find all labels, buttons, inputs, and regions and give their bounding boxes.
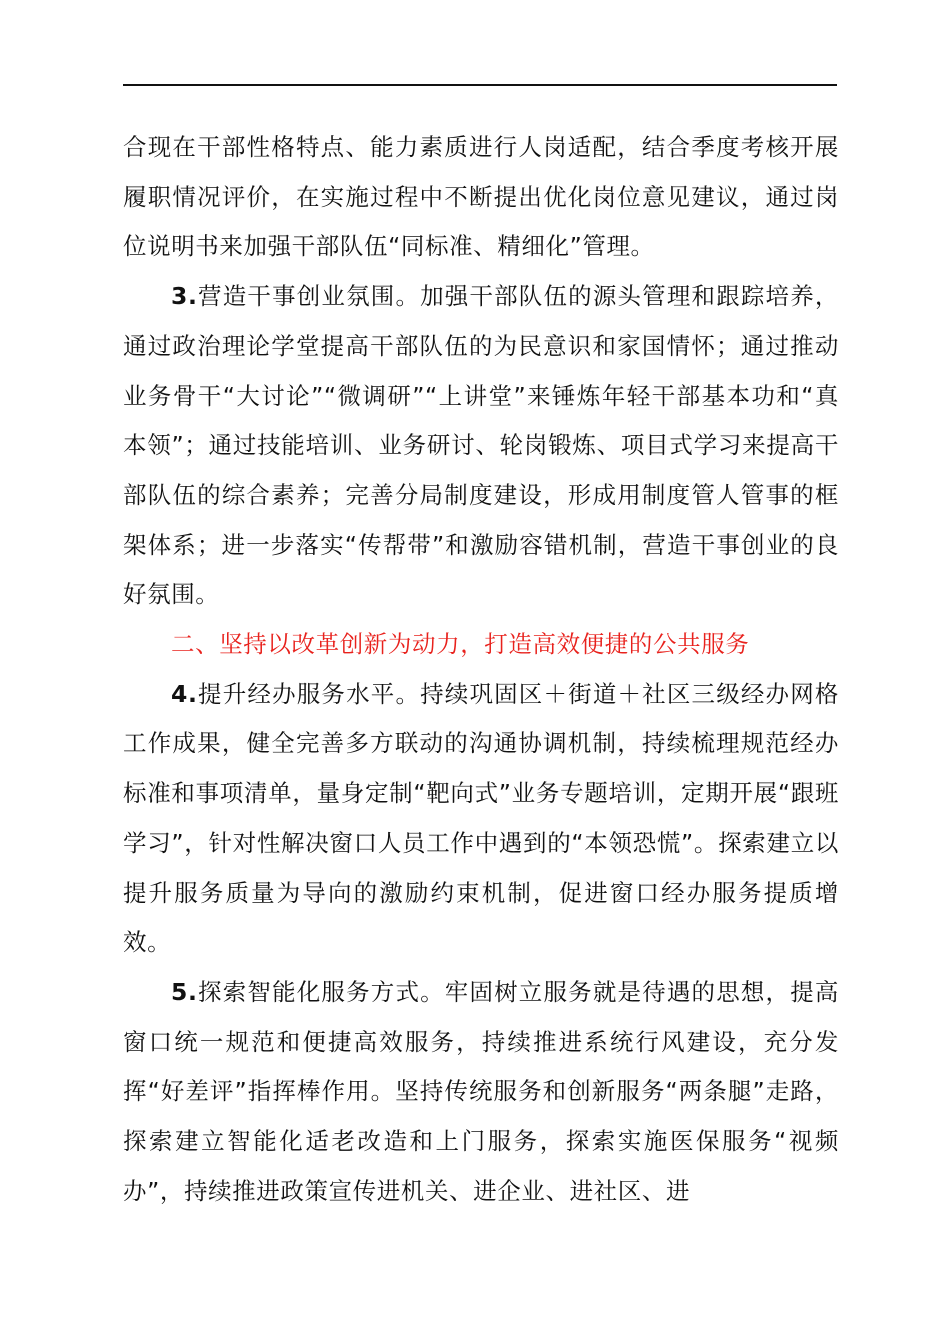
- paragraph-continuation: [123, 123, 839, 272]
- paragraph-text: 营造干事创业氛围。加强干部队伍的源头管理和跟踪培养，通过政治理论学堂提高干部队伍的为民意识和家国情怀；通过推动业务骨干“大讨论”“微调研”“上讲堂”来锤炼年轻干部基本功和“真本领”；通过技能培训、业务研讨、轮岗锻炼、项目式学习来提高干部队伍的综合素养；完善分局制度建设，形成用制度管人管事的框架体系；进一步落实“传帮带”和激励容错机制，营造干事创业的良好氛围。: [123, 282, 839, 609]
- paragraph-item-5: [123, 968, 839, 1217]
- paragraph-text: 提升经办服务水平。持续巩固区＋街道＋社区三级经办网格工作成果，健全完善多方联动的沟通协调机制，持续梳理规范经办标准和事项清单，量身定制“靶向式”业务专题培训，定期开展“跟班学习”，针对性解决窗口人员工作中遇到的“本领恐慌”。探索建立以提升服务质量为导向的激励约束机制，促进窗口经办服务提质增效。: [123, 679, 839, 957]
- paragraph-item-4: [123, 670, 839, 968]
- item-number: 3.: [171, 282, 198, 311]
- header-rule: [123, 84, 837, 86]
- item-number: 5.: [171, 977, 198, 1006]
- item-number: 4.: [171, 679, 198, 708]
- section-heading: [123, 620, 839, 670]
- paragraph-text: 合现在干部性格特点、能力素质进行人岗适配，结合季度考核开展履职情况评价，在实施过程中不断提出优化岗位意见建议，通过岗位说明书来加强干部队伍“同标准、精细化”管理。: [123, 133, 839, 261]
- paragraph-item-3: [123, 272, 839, 620]
- document-body: [123, 123, 839, 1216]
- paragraph-text: 探索智能化服务方式。牢固树立服务就是待遇的思想，提高窗口统一规范和便捷高效服务，持续推进系统行风建设，充分发挥“好差评”指挥棒作用。坚持传统服务和创新服务“两条腿”走路，探索建立智能化适老改造和上门服务，探索实施医保服务“视频办”，持续推进政策宣传进机关、进企业、进社区、进: [123, 977, 839, 1205]
- heading-text: 二、坚持以改革创新为动力，打造高效便捷的公共服务: [171, 630, 750, 659]
